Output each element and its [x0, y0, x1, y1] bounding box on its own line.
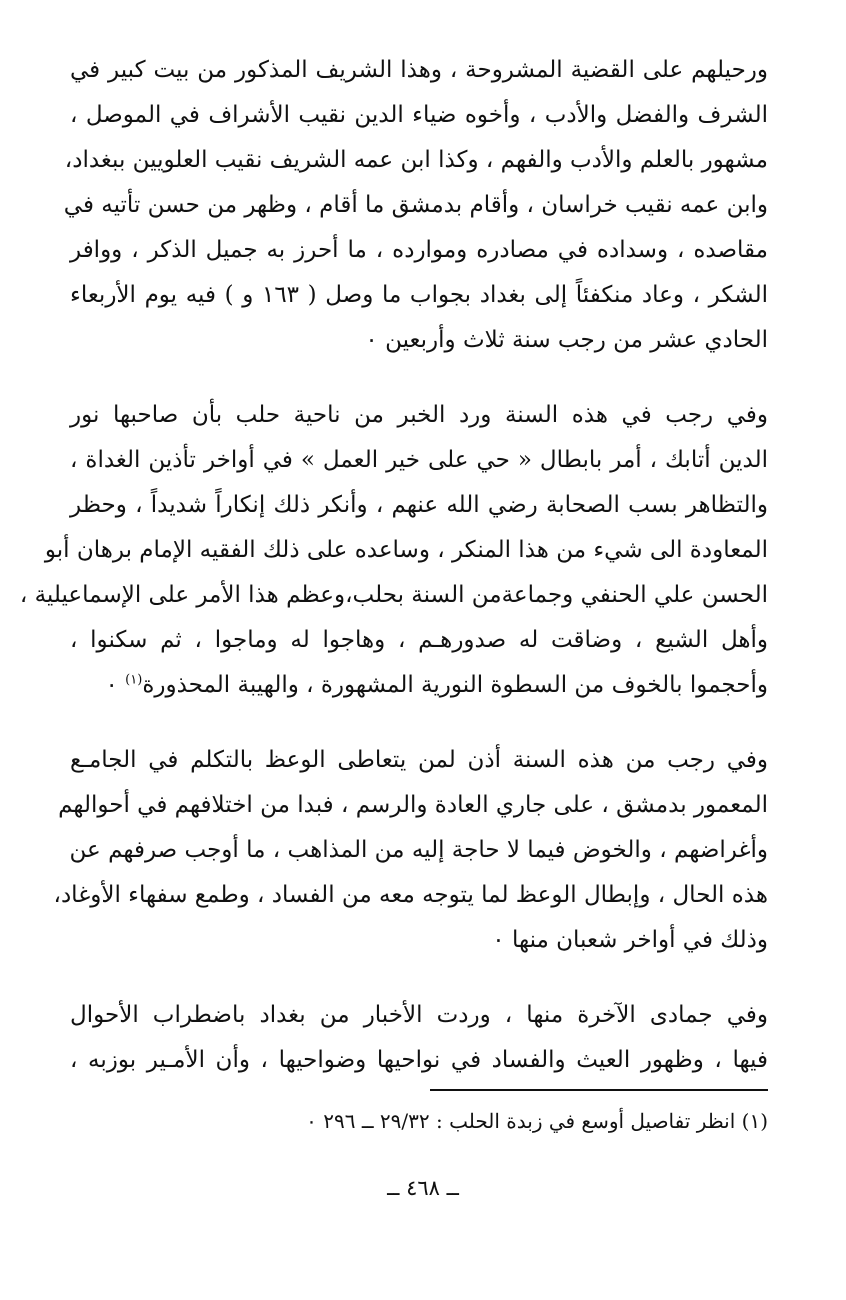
footnote-reference: (١)	[125, 672, 143, 688]
paragraph-3	[53, 738, 768, 963]
text-line: مشهور بالعلم والأدب والفهم ، وكذا ابن عمه الشريف نقيب العلويين ببغداد،	[64, 147, 768, 173]
footnote-divider	[430, 1089, 768, 1091]
text-line: ورحيلهم على القضية المشروحة ، وهذا الشريف المذكور من بيت كبير في	[70, 57, 768, 83]
text-line: الحسن علي الحنفي وجماعةمن السنة بحلب،وعظم هذا الأمر على الإسماعيلية ،	[19, 582, 768, 608]
text-line: والتظاهر بسب الصحابة رضي الله عنهم ، وأنكر ذلك إنكاراً شديداً ، وحظر	[70, 492, 768, 518]
paragraph-4	[70, 993, 768, 1083]
paragraph-2	[19, 393, 768, 708]
text-line: وأغراضهم ، والخوض فيما لا حاجة إليه من المذاهب ، ما أوجب صرفهم عن	[69, 837, 768, 863]
text-line: وأهل الشيع ، وضاقت له صدورهـم ، وهاجوا له وماجوا ، ثم سكنوا ،	[70, 627, 768, 653]
paragraph-1	[63, 48, 768, 363]
text-line-content: وأحجموا بالخوف من السطوة النورية المشهورة ، والهيبة المحذورة	[142, 672, 768, 698]
text-line: وذلك في أواخر شعبان منها ٠	[492, 927, 768, 953]
text-line: هذه الحال ، وإبطال الوعظ لما يتوجه معه من الفساد ، وطمع سفهاء الأوغاد،	[53, 882, 768, 908]
text-line: الحادي عشر من رجب سنة ثلاث وأربعين ٠	[365, 327, 768, 353]
text-line: وفي رجب من هذه السنة أذن لمن يتعاطى الوعظ بالتكلم في الجامـع	[70, 747, 768, 773]
text-line: المعمور بدمشق ، على جاري العادة والرسم ، فبدا من اختلافهم في أحوالهم	[58, 792, 768, 818]
footnote-text: انظر تفاصيل أوسع في زبدة الحلب : ٢٩/٣٢ ــ ٢٩٦ ٠	[306, 1109, 736, 1133]
paragraph-gap	[70, 363, 768, 393]
text-line: المعاودة الى شيء من هذا المنكر ، وساعده على ذلك الفقيه الإمام برهان أبو	[44, 537, 768, 563]
text-line: الشكر ، وعاد منكفئاً إلى بغداد بجواب ما وصل ( ١٦٣ و ) فيه يوم الأربعاء	[70, 282, 768, 308]
text-line: فيها ، وظهور العيث والفساد في نواحيها وضواحيها ، وأن الأمـير بوزبه ،	[70, 1047, 768, 1073]
footnote-marker: (١)	[741, 1109, 768, 1133]
paragraph-gap	[70, 708, 768, 738]
paragraph-gap	[70, 963, 768, 993]
text-line: وفي رجب في هذه السنة ورد الخبر من ناحية حلب بأن صاحبها نور	[70, 402, 768, 428]
page-number: ــ ٤٦٨ ــ	[387, 1176, 459, 1200]
text-line: الشرف والفضل والأدب ، وأخوه ضياء الدين نقيب الأشراف في الموصل ،	[70, 102, 768, 128]
text-line: مقاصده ، وسداده في مصادره وموارده ، ما أحرز به جميل الذكر ، ووافر	[70, 237, 768, 263]
text-line: وابن عمه نقيب خراسان ، وأقام بدمشق ما أقام ، وظهر من حسن تأتيه في	[63, 192, 768, 218]
text-line: وفي جمادى الآخرة منها ، وردت الأخبار من بغداد باضطراب الأحوال	[70, 1002, 768, 1028]
line-end-mark: ٠	[105, 672, 126, 698]
text-line: الدين أتابك ، أمر بابطال « حي على خير العمل » في أواخر تأذين الغداة ،	[70, 447, 768, 473]
page-body	[19, 48, 768, 1083]
text-line	[70, 663, 768, 708]
footnote	[306, 1106, 768, 1136]
